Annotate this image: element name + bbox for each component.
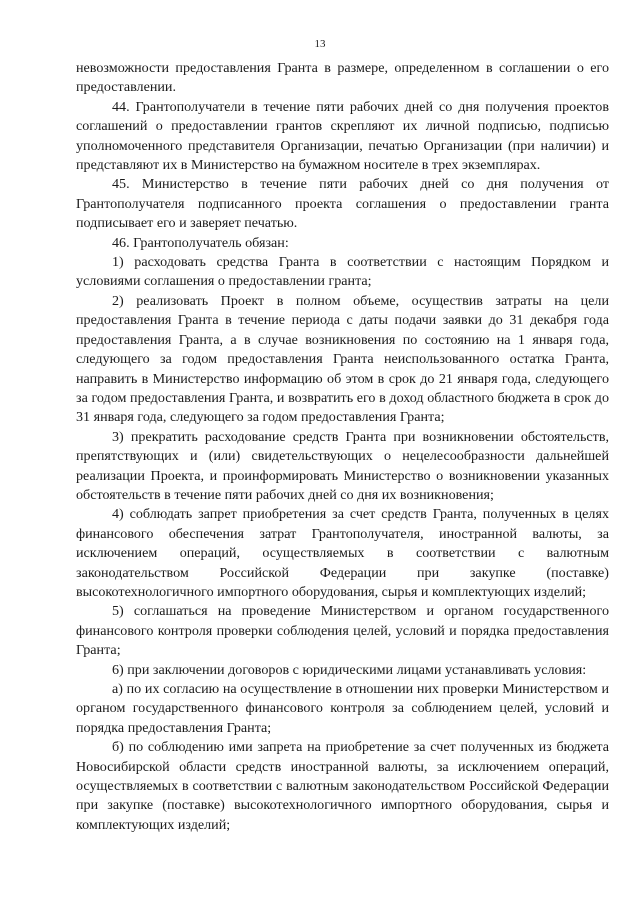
subitem-4: 4) соблюдать запрет приобретения за счет средств Гранта, полученных в целях финансового обеспечения затрат Грантополучателя, иностранной валюты, за исключением операций, осуществляемых в соответствии с валютным законодательством Российской Федерации при закупке (поставке) высокотехнологичного импортного оборудования, сырья и комплектующих изделий; <box>76 506 609 600</box>
subitem-6a: а) по их согласию на осуществление в отношении них проверки Министерством и органом государственного финансового контроля за соблюдением целей, условий и порядка предоставления Гранта; <box>76 681 609 736</box>
paragraph-46: 46. Грантополучатель обязан: <box>112 234 289 251</box>
document-body <box>76 59 609 835</box>
paragraph-continuation: невозможности предоставления Гранта в размере, определенном в соглашении о его предоставлении. <box>76 60 609 96</box>
paragraph-44: 44. Грантополучатели в течение пяти рабочих дней со дня получения проектов соглашений о предоставлении грантов скрепляют их личной подписью, подписью уполномоченного представителя Организации, печатью Организации (при наличии) и представляют их в Министерство на бумажном носителе в трех экземплярах. <box>76 98 609 174</box>
page-number: 13 <box>314 38 326 50</box>
subitem-6b: б) по соблюдению ими запрета на приобретение за счет полученных из бюджета Новосибирской области средств иностранной валюты, за исключением операций, осуществляемых в соответствии с валютным законодательством Российской Федерации при закупке (поставке) высокотехнологичного импортного оборудования, сырья и комплектующих изделий; <box>76 739 609 833</box>
paragraph-45: 45. Министерство в течение пяти рабочих дней со дня получения от Грантополучателя подписанного проекта соглашения о предоставлении гранта подписывает его и заверяет печатью. <box>76 176 609 232</box>
subitem-5: 5) соглашаться на проведение Министерством и органом государственного финансового контроля проверки соблюдения целей, условий и порядка предоставления Гранта; <box>76 603 609 659</box>
subitem-3: 3) прекратить расходование средств Гранта при возникновении обстоятельств, препятствующих и (или) свидетельствующих о нецелесообразности дальнейшей реализации Проекта, и проинформировать Министерство о возникновении указанных обстоятельств в течение пяти рабочих дней со дня их возникновения; <box>76 428 609 503</box>
subitem-6: 6) при заключении договоров с юридическими лицами устанавливать условия: <box>112 661 587 678</box>
subitem-2: 2) реализовать Проект в полном объеме, осуществив затраты на цели предоставления Гранта в течение периода с даты подачи заявки до 31 декабря года предоставления Гранта, а в случае возникновения по состоянию на 1 января года, следующего за годом предоставления Гранта неиспользованного остатка Гранта, направить в Министерство информацию об этом в срок до 21 января года, следующего за годом предоставления Гранта, и возвратить его в доход областного бюджета в срок до 31 января года, следующего за годом предоставления Гранта; <box>76 292 609 426</box>
subitem-1: 1) расходовать средства Гранта в соответствии с настоящим Порядком и условиями соглашения о предоставлении гранта; <box>76 254 609 290</box>
